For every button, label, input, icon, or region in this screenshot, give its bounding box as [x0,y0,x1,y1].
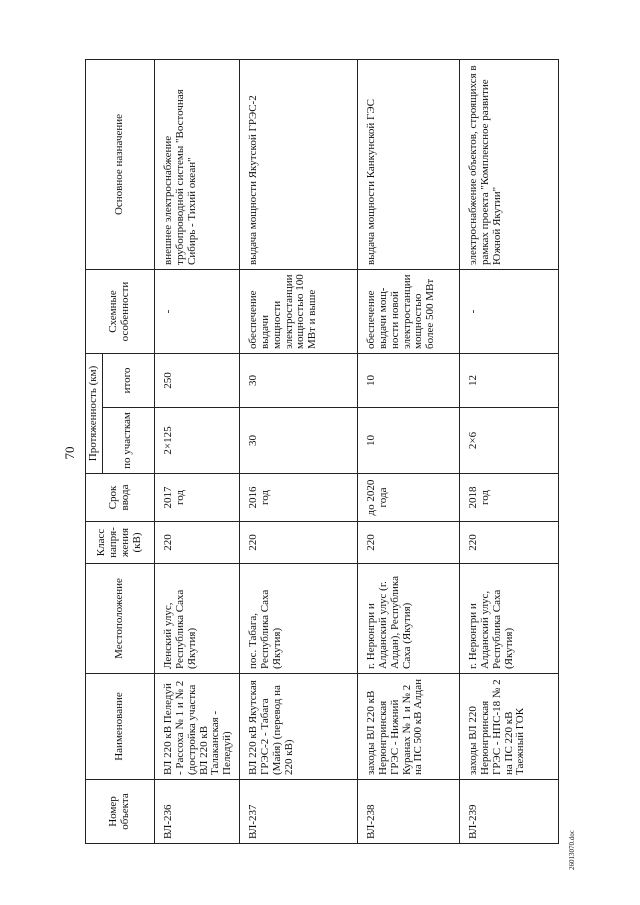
header-term: Срок ввода [86,473,155,521]
cell-number: ВЛ-236 [154,779,239,843]
cell-total: 12 [459,353,558,407]
rotated-page [58,32,582,874]
cell-number: ВЛ-239 [459,779,558,843]
cell-purpose: выдача мощности Якутской ГРЭС-2 [239,59,357,269]
header-number: Номер объекта [86,779,155,843]
cell-term: 2018 год [459,473,558,521]
header-length-group: Протяженность (км) [86,353,103,473]
table-row [239,59,357,843]
cell-name: заходы ВЛ 220 Нерюнгринская ГРЭС - НПС-18 № 2 на ПС 220 кВ Таежный ГОК [459,673,558,779]
header-voltage: Класс напря-жения (кВ) [86,521,155,563]
footer-file-code: 26013070.doc [568,829,576,870]
cell-term: до 2020 года [357,473,459,521]
header-features: Схемные особенности [86,269,155,353]
cell-purpose: электроснабжение объектов, строящихся в рамках проекта "Комплексное развитие Южной Якутии" [459,59,558,269]
table-row [459,59,558,843]
cell-features: обеспечение выдачи мощ-ности новой электростанции мощностью более 500 МВт [357,269,459,353]
cell-name: заходы ВЛ 220 кВ Нерюнгринская ГРЭС - Нижний Куранах № 1 и № 2 на ПС 500 кВ Алдан [357,673,459,779]
cell-sections: 2×125 [154,407,239,473]
header-name: Наименование [86,673,155,779]
power-lines-table [85,59,559,844]
cell-features: обеспечение выдачи мощности электростанции мощностью 100 МВт и выше [239,269,357,353]
cell-purpose: внешнее электроснабжение трубопроводной системы "Восточная Сибирь - Тихий океан" [154,59,239,269]
header-purpose: Основное назначение [86,59,155,269]
cell-location: г. Нерюнгри и Алданский улус, Республика Саха (Якутия) [459,563,558,673]
cell-term: 2017 год [154,473,239,521]
cell-features: - [459,269,558,353]
header-length-total: итого [102,353,154,407]
cell-total: 10 [357,353,459,407]
cell-voltage: 220 [459,521,558,563]
cell-location: Ленский улус, Республика Саха (Якутия) [154,563,239,673]
cell-purpose: выдача мощности Канкунской ГЭС [357,59,459,269]
table-row [357,59,459,843]
header-length-sections: по участкам [102,407,154,473]
cell-sections: 10 [357,407,459,473]
cell-features: - [154,269,239,353]
cell-name: ВЛ 220 кВ Якутская ГРЭС-2 - Табага (Майя) (перевод на 220 кВ) [239,673,357,779]
cell-name: ВЛ 220 кВ Пеледуй - Рассоха № 1 и № 2 (достройка участка ВЛ 220 кВ Талаканская - Пеледуй) [154,673,239,779]
cell-total: 250 [154,353,239,407]
header-location: Местоположение [86,563,155,673]
cell-number: ВЛ-238 [357,779,459,843]
table-row [154,59,239,843]
cell-location: пос. Табага, Республика Саха (Якутия) [239,563,357,673]
cell-number: ВЛ-237 [239,779,357,843]
cell-voltage: 220 [239,521,357,563]
cell-term: 2016 год [239,473,357,521]
page-number: 70 [62,446,77,459]
cell-total: 30 [239,353,357,407]
cell-voltage: 220 [154,521,239,563]
cell-sections: 2×6 [459,407,558,473]
cell-voltage: 220 [357,521,459,563]
cell-sections: 30 [239,407,357,473]
cell-location: г. Нерюнгри и Алданский улус (г. Алдан), Республика Саха (Якутия) [357,563,459,673]
